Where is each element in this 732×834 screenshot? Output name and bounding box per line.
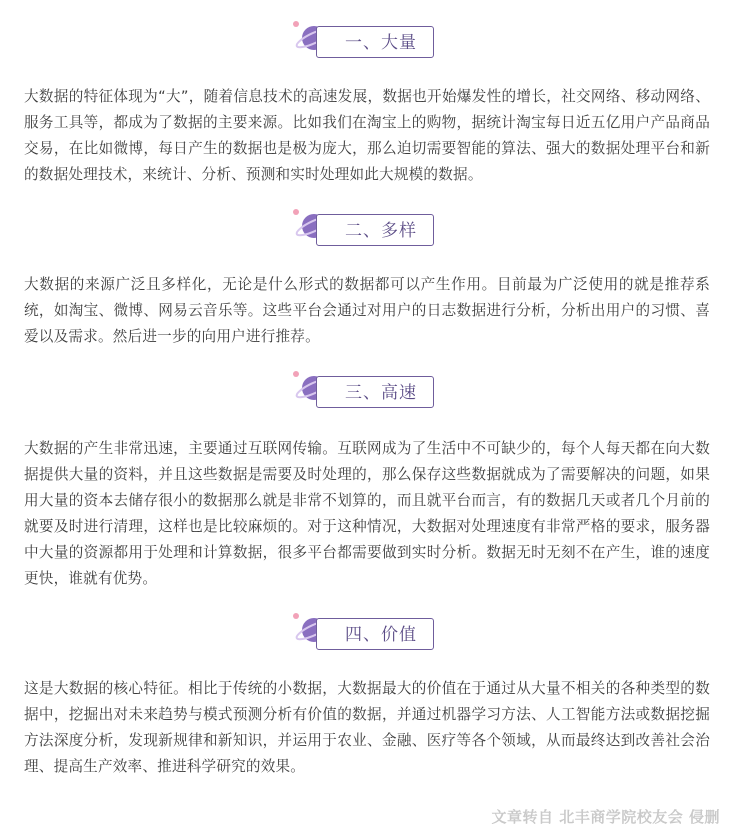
source-credit: 文章转自 北丰商学院校友会 侵删 [491, 808, 720, 826]
section-paragraph-3: 大数据的产生非常迅速，主要通过互联网传输。互联网成为了生活中不可缺少的，每个人每天都在向大数据提供大量的资料，并且这些数据是需要及时处理的，那么保存这些数据就成为了需要解决的问题，如果用大量的资本去储存很小的数据那么就是非常不划算的，而且就平台而言，有的数据几天或者几个月前的就要及时进行清理，这样也是比较麻烦的。对于这种情况，大数据对处理速度有非常严格的要求，服务器中大量的资源都用于处理和计算数据，很多平台都需要做到实时分析。数据无时无刻不在产生，谁的速度更快，谁就有优势。 [24, 440, 710, 587]
section-heading-box: 三、高速 [316, 376, 434, 408]
section-heading-3 [286, 376, 438, 412]
section-heading-box: 二、多样 [316, 214, 434, 246]
section-heading-box: 一、大量 [316, 26, 434, 58]
section-heading-1 [286, 26, 438, 62]
section-heading-box: 四、价值 [316, 618, 434, 650]
section-heading-4 [286, 618, 438, 654]
section-paragraph-1: 大数据的特征体现为“大”，随着信息技术的高速发展，数据也开始爆发性的增长，社交网络、移动网络、服务工具等，都成为了数据的主要来源。比如我们在淘宝上的购物，据统计淘宝每日近五亿用户产品商品交易，在比如微博，每日产生的数据也是极为庞大，那么迫切需要智能的算法、强大的数据处理平台和新的数据处理技术，来统计、分析、预测和实时处理如此大规模的数据。 [24, 88, 710, 183]
section-paragraph-4: 这是大数据的核心特征。相比于传统的小数据，大数据最大的价值在于通过从大量不相关的各种类型的数据中，挖掘出对未来趋势与模式预测分析有价值的数据，并通过机器学习方法、人工智能方法或数据挖掘方法深度分析，发现新规律和新知识，并运用于农业、金融、医疗等各个领域，从而最终达到改善社会治理、提高生产效率、推进科学研究的效果。 [24, 680, 710, 775]
section-heading-2 [286, 214, 438, 250]
section-paragraph-2: 大数据的来源广泛且多样化，无论是什么形式的数据都可以产生作用。目前最为广泛使用的就是推荐系统，如淘宝、微博、网易云音乐等。这些平台会通过对用户的日志数据进行分析，分析出用户的习惯、喜爱以及需求。然后进一步的向用户进行推荐。 [24, 276, 710, 345]
